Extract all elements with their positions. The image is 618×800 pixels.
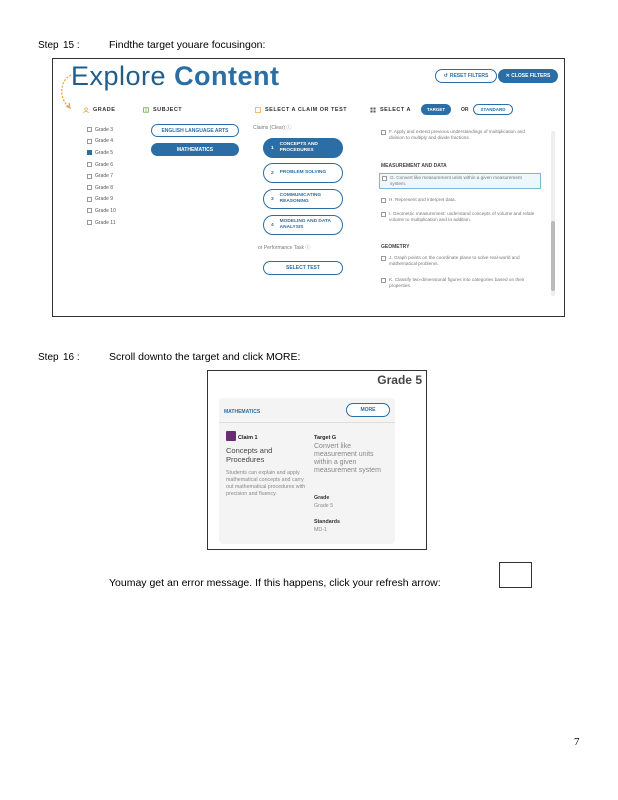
grade-option-5[interactable]: Grade 5 <box>87 147 116 159</box>
target-item-i[interactable]: I. Geometric measurement: understand concepts of volume and relate volume to multiplication and to addition. <box>381 211 541 223</box>
step-15-label: Step <box>38 40 59 51</box>
grade-meta-label: Grade <box>314 495 330 501</box>
checkbox[interactable] <box>87 174 92 179</box>
person-icon <box>83 107 89 113</box>
claim-name: Concepts and Procedures <box>226 446 273 464</box>
target-item-f[interactable]: F. Apply and extend previous understandings of multiplication and division to multiply and divide fractions. <box>381 129 541 141</box>
divider <box>219 422 395 423</box>
checkbox[interactable] <box>87 208 92 213</box>
book-icon <box>143 107 149 113</box>
grade-option-11[interactable]: Grade 11 <box>87 217 116 229</box>
grade-option-7[interactable]: Grade 7 <box>87 170 116 182</box>
subject-math-button[interactable]: MATHEMATICS <box>151 143 239 156</box>
card-subject: MATHEMATICS <box>224 409 261 415</box>
page-title: Explore Content <box>71 61 280 91</box>
page-number: 7 <box>574 736 580 748</box>
grid-icon <box>370 107 376 113</box>
checkbox[interactable] <box>87 162 92 167</box>
standard-toggle-button[interactable]: STANDARD <box>473 104 513 115</box>
grade-title: Grade 5 <box>377 373 422 387</box>
section-measurement: MEASUREMENT AND DATA <box>381 163 447 169</box>
refresh-arrow-box <box>499 562 532 588</box>
more-button[interactable]: MORE <box>346 403 390 417</box>
checkbox[interactable] <box>87 197 92 202</box>
checkbox-checked[interactable] <box>87 150 92 155</box>
target-text: Convert like measurement units within a given measurement system <box>314 443 381 475</box>
subject-ela-button[interactable]: ENGLISH LANGUAGE ARTS <box>151 124 239 137</box>
grade-option-10[interactable]: Grade 10 <box>87 205 116 217</box>
claim-label: Claim 1 <box>238 435 258 441</box>
select-test-button[interactable]: SELECT TEST <box>263 261 343 275</box>
or-label: OR <box>461 107 469 113</box>
target-toggle-button[interactable]: TARGET <box>421 104 451 115</box>
claim-description: Students can explain and apply mathematical concepts and carry out mathematical procedures with precision and fluency. <box>226 470 306 498</box>
checkbox[interactable] <box>87 139 92 144</box>
grade-option-9[interactable]: Grade 9 <box>87 194 116 206</box>
subject-header: SUBJECT <box>143 107 182 113</box>
pencil-icon <box>255 107 261 113</box>
target-card <box>219 398 395 544</box>
grade-option-4[interactable]: Grade 4 <box>87 136 116 148</box>
step-16-text: Scroll downto the target and click MORE: <box>109 351 301 363</box>
target-item-k[interactable]: K. Classify two-dimensional figures into categories based on their properties. <box>381 277 541 289</box>
grade-option-8[interactable]: Grade 8 <box>87 182 116 194</box>
standards-meta-label: Standards <box>314 519 340 525</box>
target-item-j[interactable]: J. Graph points on the coordinate plane to solve real-world and mathematical problems. <box>381 255 541 267</box>
reset-filters-button[interactable]: ↺ RESET FILTERS <box>435 69 497 83</box>
reset-icon: ↺ <box>443 73 448 79</box>
claim-1-button[interactable]: 1 CONCEPTS AND PROCEDURES <box>263 138 343 158</box>
grade-header: GRADE <box>83 107 115 113</box>
scroll-thumb[interactable] <box>551 221 555 291</box>
claim-icon <box>226 431 236 441</box>
target-heading: Target G <box>314 435 337 441</box>
checkbox[interactable] <box>87 220 92 225</box>
grade-meta-value: Grade 5 <box>314 503 334 509</box>
step-16-number: 16 : <box>63 352 80 363</box>
claim-3-button[interactable]: 3 COMMUNICATING REASONING <box>263 189 343 209</box>
standards-meta-value: MD-1 <box>314 527 327 533</box>
target-item-h[interactable]: H. Represent and interpret data. <box>381 197 541 203</box>
target-scrollbar[interactable] <box>551 131 555 296</box>
checkbox[interactable] <box>87 185 92 190</box>
step-15-text: Findthe target youare focusingon: <box>109 39 266 51</box>
close-filters-button[interactable]: ✕ CLOSE FILTERS <box>498 69 558 83</box>
performance-task-label: or Performance Task ⓘ <box>258 245 311 251</box>
refresh-note: Youmay get an error message. If this happens, click your refresh arrow: <box>109 577 441 589</box>
grade-option-6[interactable]: Grade 6 <box>87 159 116 171</box>
claim-4-button[interactable]: 4 MODELING AND DATA ANALYSIS <box>263 215 343 235</box>
checkbox[interactable] <box>87 127 92 132</box>
step-16-label: Step <box>38 352 59 363</box>
grade-list <box>87 124 116 228</box>
select-target-header: SELECT A <box>370 107 411 113</box>
explore-content-screenshot <box>52 58 565 317</box>
step-15-number: 15 : <box>63 40 80 51</box>
target-card-screenshot <box>207 370 427 550</box>
section-geometry: GEOMETRY <box>381 244 410 250</box>
grade-option-3[interactable]: Grade 3 <box>87 124 116 136</box>
claim-header: SELECT A CLAIM OR TEST <box>255 107 347 113</box>
claim-2-button[interactable]: 2 PROBLEM SOLVING <box>263 163 343 183</box>
claims-clear-label[interactable]: Claims (Clear) ⓘ <box>253 125 292 131</box>
target-item-g[interactable]: G. Convert like measurement units within a given measurement system. <box>379 173 541 189</box>
